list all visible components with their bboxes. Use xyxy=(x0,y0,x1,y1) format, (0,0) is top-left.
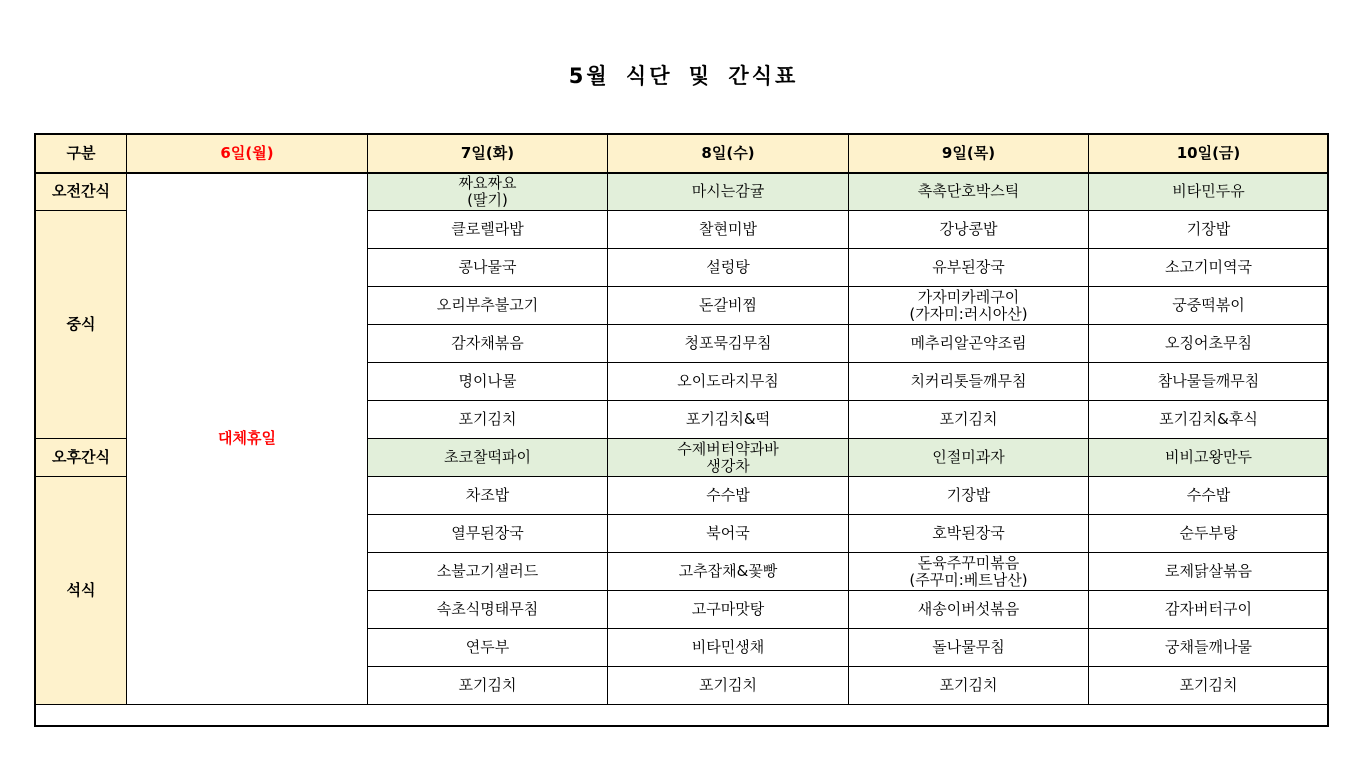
menu-cell-fri xyxy=(1089,667,1329,705)
menu-cell-fri xyxy=(1089,629,1329,667)
menu-item-text: 수수밥 xyxy=(706,486,750,504)
menu-item-text: 차조밥 xyxy=(465,486,510,504)
page-title: 5월 식단 및 간식표 xyxy=(568,64,799,88)
header-day-wed: 8일(수) xyxy=(608,135,849,173)
menu-item-text: 수제버터약과바 xyxy=(677,439,779,458)
menu-cell-fri xyxy=(1089,325,1329,363)
menu-item-text: 포기김치 xyxy=(458,676,517,694)
holiday-label: 대체휴일 xyxy=(127,173,368,705)
menu-cell-thu xyxy=(849,173,1089,211)
menu-cell-tue xyxy=(368,515,608,553)
menu-item-text: 새송이버섯볶음 xyxy=(917,600,1020,618)
menu-item-text: 포기김치 xyxy=(699,676,757,694)
menu-cell-wed xyxy=(608,591,849,629)
menu-item-text: 인절미과자 xyxy=(932,448,1005,466)
menu-cell-fri xyxy=(1089,249,1329,287)
menu-item-text: (가자미:러시아산) xyxy=(909,304,1028,323)
menu-cell-tue xyxy=(368,553,608,591)
meal-schedule-table xyxy=(35,134,1329,705)
menu-cell-tue xyxy=(368,363,608,401)
header-row xyxy=(36,135,1329,173)
menu-cell-wed xyxy=(608,401,849,439)
menu-cell-wed xyxy=(608,629,849,667)
menu-item-text: 마시는감귤 xyxy=(691,182,765,201)
menu-item-text: 촉촉단호박스틱 xyxy=(917,182,1020,201)
menu-cell-thu xyxy=(849,325,1089,363)
menu-cell-tue xyxy=(368,439,608,477)
menu-cell-tue xyxy=(368,325,608,363)
menu-cell-fri xyxy=(1089,287,1329,325)
menu-cell-wed xyxy=(608,173,849,211)
menu-item-text: 궁중떡볶이 xyxy=(1172,296,1245,314)
menu-cell-thu xyxy=(849,211,1089,249)
menu-item-text: 비비고왕만두 xyxy=(1165,448,1252,466)
menu-cell-fri xyxy=(1089,173,1329,211)
menu-item-text: 로제닭살볶음 xyxy=(1165,562,1252,580)
menu-cell-fri xyxy=(1089,401,1329,439)
menu-cell-thu xyxy=(849,515,1089,553)
menu-item-text: 비타민생채 xyxy=(691,638,765,656)
menu-item-text: 감자채볶음 xyxy=(451,334,524,352)
menu-item-text: 청포묵김무침 xyxy=(684,334,772,352)
menu-cell-thu xyxy=(849,287,1089,325)
menu-cell-tue xyxy=(368,287,608,325)
menu-item-text: 고추잡채&꽃빵 xyxy=(678,562,778,580)
menu-item-text: 포기김치&떡 xyxy=(685,410,771,428)
menu-item-text: 오이도라지무침 xyxy=(677,372,779,390)
menu-item-text: 짜요짜요 xyxy=(458,173,517,192)
menu-item-text: 감자버터구이 xyxy=(1165,600,1252,618)
menu-item-text: 기장밥 xyxy=(946,486,991,504)
menu-cell-wed xyxy=(608,325,849,363)
menu-cell-wed xyxy=(608,477,849,515)
category-pm-snack: 오후간식 xyxy=(36,439,127,477)
menu-item-text: 포기김치 xyxy=(458,410,517,428)
menu-cell-wed xyxy=(608,667,849,705)
category-am-snack: 오전간식 xyxy=(36,173,127,211)
menu-cell-thu xyxy=(849,439,1089,477)
menu-item-text: 가자미카레구이 xyxy=(917,287,1020,306)
menu-item-text: 유부된장국 xyxy=(932,258,1005,276)
menu-cell-thu xyxy=(849,629,1089,667)
menu-cell-wed xyxy=(608,287,849,325)
menu-item-text: 순두부탕 xyxy=(1179,524,1238,542)
menu-item-text: 생강차 xyxy=(706,456,750,475)
menu-item-text: 소고기미역국 xyxy=(1165,258,1252,276)
menu-item-text: 찰현미밥 xyxy=(699,220,757,238)
menu-cell-wed xyxy=(608,553,849,591)
menu-item-text: 오리부추불고기 xyxy=(436,296,539,314)
menu-item-text: 돈갈비찜 xyxy=(699,296,757,314)
menu-item-text: 설렁탕 xyxy=(706,258,750,276)
menu-item-text: 명이나물 xyxy=(458,372,517,390)
menu-item-text: 포기김치 xyxy=(1179,676,1238,694)
menu-cell-thu xyxy=(849,667,1089,705)
category-dinner: 석식 xyxy=(36,477,127,705)
menu-cell-wed xyxy=(608,363,849,401)
menu-item-text: 콩나물국 xyxy=(458,258,517,276)
menu-cell-wed xyxy=(608,249,849,287)
header-day-thu: 9일(목) xyxy=(849,135,1089,173)
menu-item-text: 포기김치 xyxy=(939,410,998,428)
menu-cell-tue xyxy=(368,667,608,705)
header-category: 구분 xyxy=(36,135,127,173)
menu-item-text: 호박된장국 xyxy=(932,524,1005,542)
menu-cell-thu xyxy=(849,363,1089,401)
menu-cell-fri xyxy=(1089,211,1329,249)
header-day-fri: 10일(금) xyxy=(1089,135,1329,173)
menu-item-text: 클로렐라밥 xyxy=(451,220,524,238)
menu-cell-fri xyxy=(1089,439,1329,477)
menu-item-text: 고구마맛탕 xyxy=(691,600,765,618)
menu-item-text: 비타민두유 xyxy=(1172,182,1245,201)
menu-cell-tue xyxy=(368,629,608,667)
menu-item-text: 돌나물무침 xyxy=(932,638,1005,656)
menu-item-text: 돈육주꾸미볶음 xyxy=(917,553,1020,572)
menu-cell-tue xyxy=(368,211,608,249)
menu-cell-thu xyxy=(849,401,1089,439)
menu-item-text: 포기김치&후식 xyxy=(1159,410,1258,428)
menu-item-text: (딸기) xyxy=(467,190,508,209)
menu-item-text: 수수밥 xyxy=(1186,486,1231,504)
menu-item-text: 열무된장국 xyxy=(451,524,524,542)
menu-cell-fri xyxy=(1089,591,1329,629)
menu-cell-thu xyxy=(849,477,1089,515)
menu-cell-tue xyxy=(368,401,608,439)
am-snack-row xyxy=(36,173,1329,211)
menu-cell-fri xyxy=(1089,553,1329,591)
menu-item-text: 메추리알곤약조림 xyxy=(910,334,1027,352)
menu-cell-tue xyxy=(368,249,608,287)
menu-item-text: 치커리톳들깨무침 xyxy=(910,372,1027,390)
menu-item-text: 기장밥 xyxy=(1186,220,1231,238)
header-day-mon: 6일(월) xyxy=(127,135,368,173)
menu-item-text: 소불고기샐러드 xyxy=(436,562,539,580)
menu-cell-wed xyxy=(608,211,849,249)
menu-cell-thu xyxy=(849,553,1089,591)
header-day-tue: 7일(화) xyxy=(368,135,608,173)
menu-item-text: 포기김치 xyxy=(939,676,998,694)
menu-item-text: 오징어초무침 xyxy=(1165,334,1252,352)
category-lunch: 중식 xyxy=(36,211,127,439)
menu-item-text: 초코찰떡파이 xyxy=(444,448,531,466)
menu-cell-tue xyxy=(368,173,608,211)
menu-item-text: 참나물들깨무침 xyxy=(1157,372,1260,390)
menu-cell-fri xyxy=(1089,363,1329,401)
menu-cell-wed xyxy=(608,515,849,553)
menu-item-text: 북어국 xyxy=(706,524,750,542)
menu-cell-tue xyxy=(368,477,608,515)
menu-cell-thu xyxy=(849,591,1089,629)
menu-cell-fri xyxy=(1089,477,1329,515)
menu-item-text: (주꾸미:베트남산) xyxy=(909,570,1028,589)
menu-item-text: 궁채들깨나물 xyxy=(1165,638,1252,656)
menu-cell-wed xyxy=(608,439,849,477)
menu-cell-thu xyxy=(849,249,1089,287)
menu-item-text: 연두부 xyxy=(465,638,510,656)
menu-item-text: 속초식명태무침 xyxy=(436,600,539,618)
menu-item-text: 강낭콩밥 xyxy=(939,220,998,238)
menu-cell-fri xyxy=(1089,515,1329,553)
menu-cell-tue xyxy=(368,591,608,629)
